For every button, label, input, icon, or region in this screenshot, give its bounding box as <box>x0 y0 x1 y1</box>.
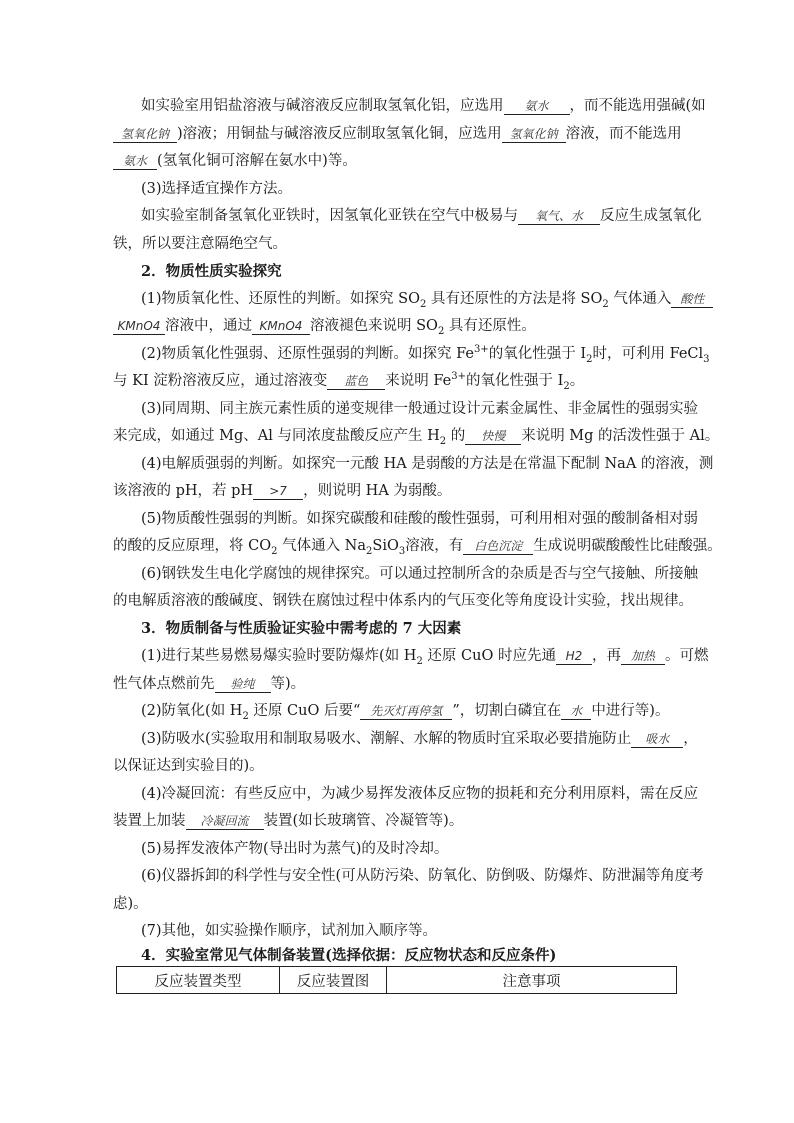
text: 来说明 Mg 的活泼性强于 Al。 <box>521 428 720 444</box>
table-header-cell: 反应装置图 <box>280 967 387 994</box>
paragraph-line <box>113 811 683 831</box>
text: 具有还原性。 <box>444 318 536 334</box>
subscript: 2 <box>419 298 427 310</box>
text: ”，切割白磷宜在 <box>452 703 562 719</box>
text: 来完成，如通过 Mg、Al 与同浓度盐酸反应产生 H <box>113 428 440 444</box>
subscript: 3 <box>703 353 710 365</box>
section-heading: 2．物质性质实验探究 <box>141 263 282 280</box>
paragraph-line: (3)选择适宜操作方法。 <box>141 181 293 197</box>
text: ，而不能选用强碱(如 <box>569 98 706 114</box>
paragraph-line: (6)仪器拆卸的科学性与安全性(可从防污染、防氧化、防倒吸、防爆炸、防泄漏等角度考 <box>141 868 704 884</box>
text: 溶液褪色来说明 SO <box>310 318 438 334</box>
paragraph-line: (5)易挥发液体产物(导出时为蒸气)的及时冷却。 <box>141 841 449 857</box>
paragraph-line: (4)冷凝回流：有些反应中，为减少易挥发液体反应物的损耗和充分利用原料，需在反应 <box>141 786 699 802</box>
text: 的 <box>446 428 466 444</box>
paragraph-line: (4)电解质强弱的判断。如探究一元酸 HA 是弱酸的方法是在常温下配制 NaA 的溶液，测 <box>141 456 714 472</box>
subscript: 2 <box>271 545 278 557</box>
section-heading: 3．物质制备与性质验证实验中需考虑的 7 大因素 <box>141 620 462 637</box>
paragraph-line: (7)其他，如实验操作顺序，试剂加入顺序等。 <box>141 923 438 939</box>
text: 装置(如长玻璃管、冷凝管等)。 <box>263 813 464 829</box>
answer-blank: 氢氧化钠 <box>502 126 566 143</box>
paragraph-line <box>113 124 683 144</box>
gas-apparatus-table <box>116 966 677 994</box>
text: 装置上加装 <box>113 813 186 829</box>
subscript: 2 <box>563 380 570 392</box>
answer-blank: 蓝色 <box>327 373 385 390</box>
text: (1)进行某些易燃易爆实验时要防爆炸(如 H <box>141 648 417 664</box>
text: 的酸的反应原理，将 CO <box>113 538 272 554</box>
text: SiO <box>372 538 399 554</box>
answer-blank: 氧气、水 <box>518 208 600 225</box>
subscript: 2 <box>242 710 249 722</box>
answer-blank: 白色沉淀 <box>463 538 533 555</box>
paragraph-line: 虑)。 <box>113 896 148 912</box>
text: 还原 CuO 后要“ <box>248 703 361 719</box>
text: ，则说明 HA 为弱酸。 <box>303 483 452 499</box>
text: 溶液中，通过 <box>165 318 252 334</box>
paragraph-line: (6)钢铁发生电化学腐蚀的规律探究。可以通过控制所含的杂质是否与空气接触、所接触 <box>141 566 699 582</box>
answer-blank: >7 <box>253 483 303 500</box>
paragraph-line: (5)物质酸性强弱的判断。如探究碳酸和硅酸的酸性强弱，可利用相对强的酸制备相对弱 <box>141 511 699 527</box>
text: 中进行等)。 <box>591 703 670 719</box>
paragraph-line <box>113 674 683 694</box>
text: 。可燃 <box>664 648 709 664</box>
text: (1)物质氧化性、还原性的判断。如探究 SO <box>141 291 420 307</box>
answer-blank: 先灭灯再停氢 <box>360 703 452 720</box>
text: 气体通入 Na <box>277 538 367 554</box>
text: 生成说明碳酸酸性比硅酸强。 <box>533 538 722 554</box>
text: (氢氧化铜可溶解在氨水中)等。 <box>157 153 357 169</box>
subscript: 2 <box>439 435 447 447</box>
answer-blank: 加热 <box>621 648 665 665</box>
text: 。 <box>569 373 585 389</box>
paragraph-line <box>141 701 683 721</box>
text: (2)物质氧化性强弱、还原性强弱的判断。如探究 Fe <box>141 346 474 362</box>
text: (3)防吸水(实验取用和制取易吸水、潮解、水解的物质时宜采取必要措施防止 <box>141 731 632 747</box>
table-header-cell: 注意事项 <box>387 967 677 994</box>
answer-blank: H2 <box>556 648 592 665</box>
text: 气体通入 <box>608 291 672 307</box>
text: (2)防氧化(如 H <box>141 703 243 719</box>
answer-blank: 验纯 <box>215 676 271 693</box>
answer-blank: 氢氧化钠 <box>113 126 177 143</box>
text: ，再 <box>591 648 621 664</box>
answer-blank: 氨水 <box>504 98 570 115</box>
text: 具有还原性的方法是将 SO <box>426 291 603 307</box>
paragraph-line <box>113 151 683 171</box>
text: 等)。 <box>270 676 306 692</box>
subscript: 2 <box>437 325 445 337</box>
paragraph-line: (3)同周期、同主族元素性质的递变规律一般通过设计元素金属性、非金属性的强弱实验 <box>141 401 699 417</box>
text: 溶液，而不能选用 <box>565 126 682 142</box>
superscript: 3+ <box>451 371 466 383</box>
text: 还原 CuO 时应先通 <box>422 648 556 664</box>
subscript: 2 <box>366 545 373 557</box>
section-heading: 4．实验室常见气体制备装置(选择依据：反应物状态和反应条件) <box>141 947 557 964</box>
text: 如实验室制备氢氧化亚铁时，因氢氧化亚铁在空气中极易与 <box>141 208 518 224</box>
text: 该溶液的 pH，若 pH <box>113 483 254 499</box>
text: 的氧化性强于 I <box>488 346 587 362</box>
paragraph-line <box>141 96 706 116</box>
text: 溶液，有 <box>405 538 464 554</box>
paragraph-line: 铁，所以要注意隔绝空气。 <box>113 236 287 252</box>
answer-blank: 氨水 <box>113 153 157 170</box>
text: 如实验室用铝盐溶液与碱溶液反应制取氢氧化铝，应选用 <box>141 98 504 114</box>
table-header-row <box>117 967 677 994</box>
paragraph-line <box>141 289 705 310</box>
paragraph-line <box>141 344 710 365</box>
superscript: 3+ <box>474 344 489 356</box>
paragraph-line <box>113 481 683 501</box>
paragraph-line <box>141 646 709 667</box>
text: 来说明 Fe <box>385 373 452 389</box>
subscript: 2 <box>602 298 609 310</box>
text: 性气体点燃前先 <box>113 676 215 692</box>
paragraph-line: 的电解质溶液的酸碱度、钢铁在腐蚀过程中体系内的气压变化等角度设计实验，找出规律。 <box>113 593 693 609</box>
paragraph-line <box>141 206 702 226</box>
answer-blank: KMnO4 <box>113 318 165 335</box>
answer-blank: KMnO4 <box>252 318 310 335</box>
paragraph-line <box>113 371 683 391</box>
answer-blank: 酸性 <box>671 291 713 308</box>
text: )溶液；用铜盐与碱溶液反应制取氢氧化铜，应选用 <box>177 126 502 142</box>
paragraph-line <box>113 536 722 557</box>
paragraph-line <box>141 729 698 749</box>
answer-blank: 冷凝回流 <box>186 813 264 830</box>
text: 时，可利用 FeCl <box>592 346 704 362</box>
answer-blank: 快慢 <box>465 428 521 445</box>
text: 反应生成氢氧化 <box>600 208 702 224</box>
subscript: 2 <box>416 655 423 667</box>
text: ， <box>683 731 698 747</box>
paragraph-line <box>113 316 683 336</box>
table-header-cell: 反应装置类型 <box>117 967 280 994</box>
answer-blank: 水 <box>561 703 591 720</box>
text: 与 KI 淀粉溶液反应，通过溶液变 <box>113 373 328 389</box>
answer-blank: 吸水 <box>631 731 683 748</box>
paragraph-line: 以保证达到实验目的)。 <box>113 758 264 774</box>
subscript: 2 <box>586 353 593 365</box>
subscript: 3 <box>398 545 406 557</box>
paragraph-line <box>113 426 720 447</box>
text: 的氧化性强于 I <box>466 373 564 389</box>
